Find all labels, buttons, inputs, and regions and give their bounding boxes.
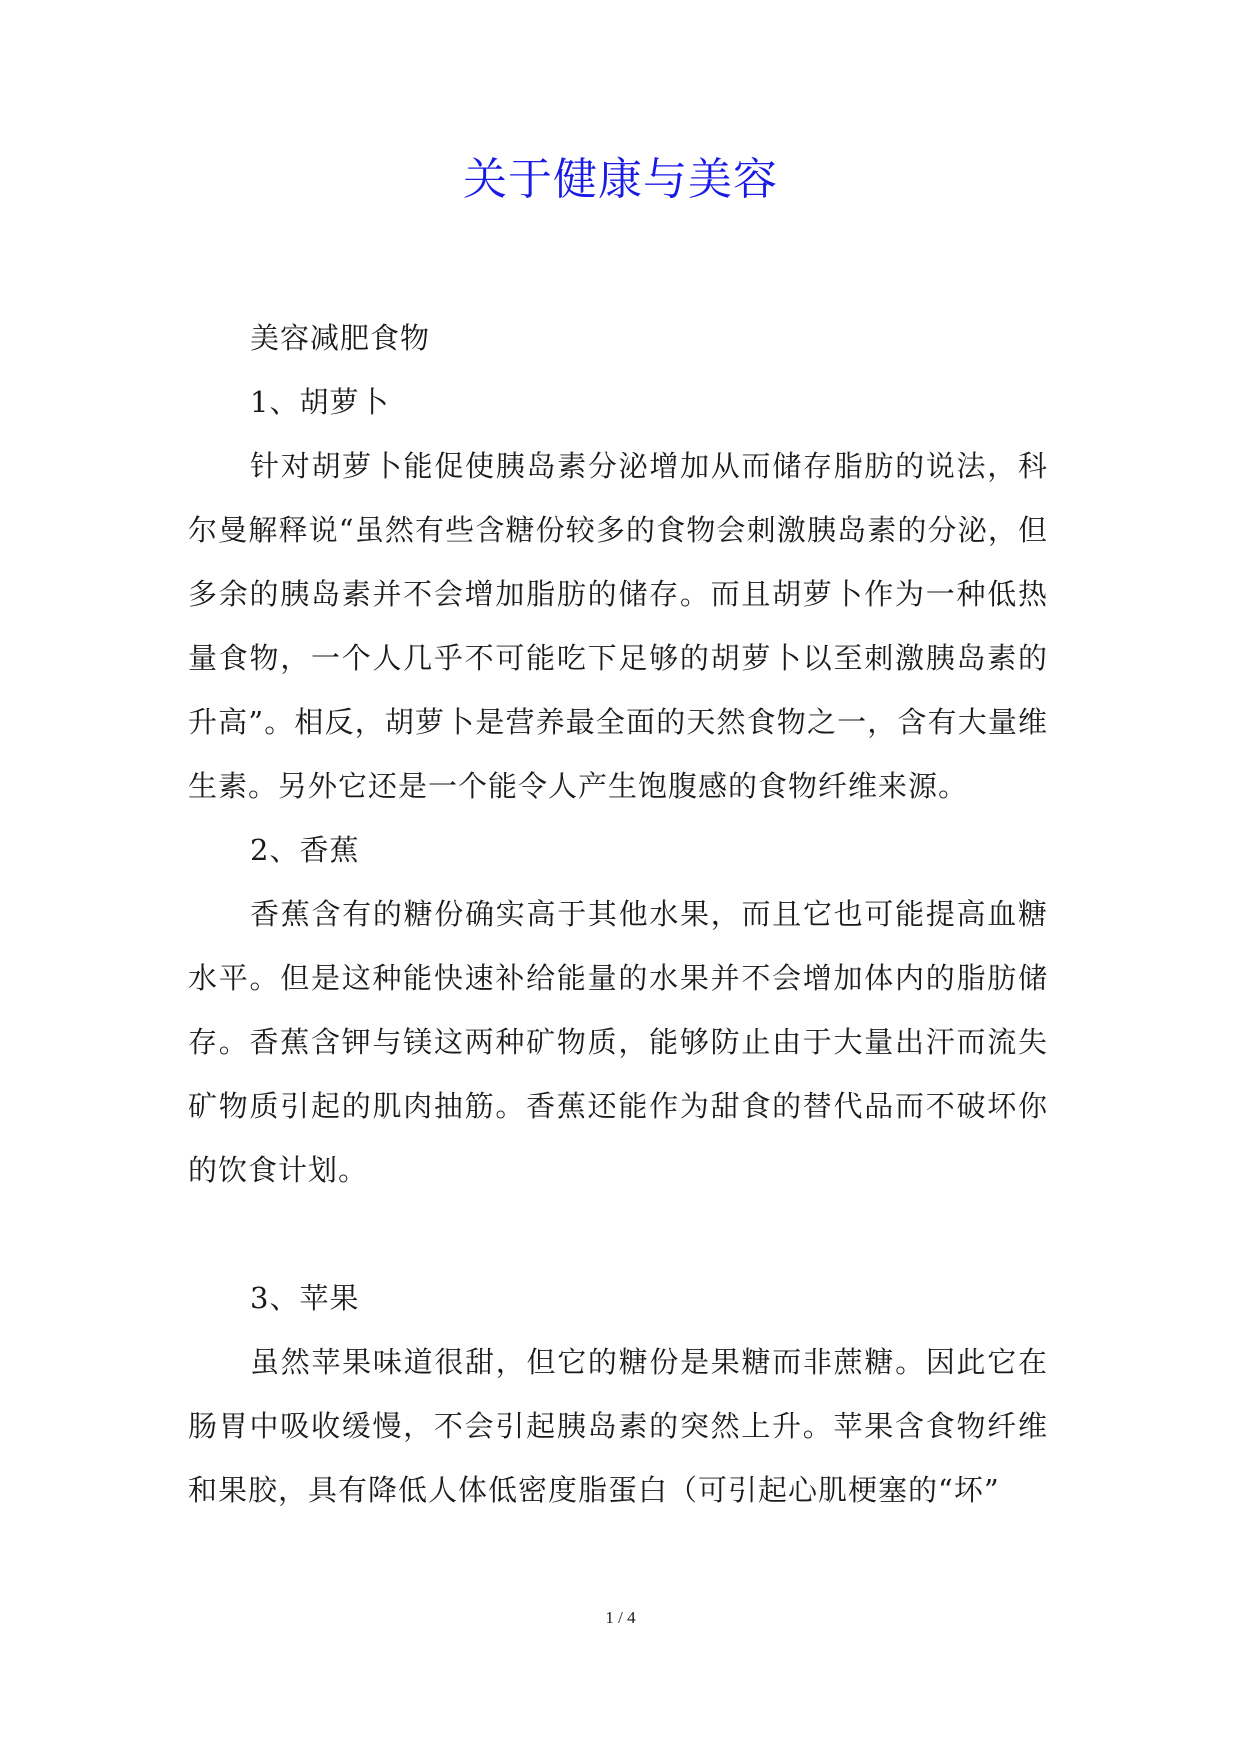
item-heading-carrot: 1、胡萝卜	[250, 385, 390, 419]
item-paragraph-banana: 香蕉含有的糖份确实高于其他水果，而且它也可能提高血糖水平。但是这种能快速补给能量的水果并不会增加体内的脂肪储存。香蕉含钾与镁这两种矿物质，能够防止由于大量出汗而流失矿物质引起的肌肉抽筋。香蕉还能作为甜食的替代品而不破坏你的饮食计划。	[188, 897, 1048, 1187]
document-body	[188, 306, 1048, 1522]
item-heading-banana: 2、香蕉	[250, 833, 360, 867]
item-heading-apple: 3、苹果	[250, 1281, 360, 1315]
paragraph-gap	[188, 1202, 1048, 1266]
document-title: 关于健康与美容	[463, 154, 778, 205]
item-paragraph-carrot: 针对胡萝卜能促使胰岛素分泌增加从而储存脂肪的说法，科尔曼解释说“虽然有些含糖份较多的食物会刺激胰岛素的分泌，但多余的胰岛素并不会增加脂肪的储存。而且胡萝卜作为一种低热量食物，一个人几乎不可能吃下足够的胡萝卜以至刺激胰岛素的升高”。相反，胡萝卜是营养最全面的天然食物之一，含有大量维生素。另外它还是一个能令人产生饱腹感的食物纤维来源。	[188, 449, 1048, 803]
section-heading: 美容减肥食物	[250, 321, 431, 355]
item-paragraph-apple: 虽然苹果味道很甜，但它的糖份是果糖而非蔗糖。因此它在肠胃中吸收缓慢，不会引起胰岛素的突然上升。苹果含食物纤维和果胶，具有降低人体低密度脂蛋白（可引起心肌梗塞的“坏”	[188, 1345, 1048, 1507]
page-number: 1 / 4	[605, 1608, 636, 1627]
